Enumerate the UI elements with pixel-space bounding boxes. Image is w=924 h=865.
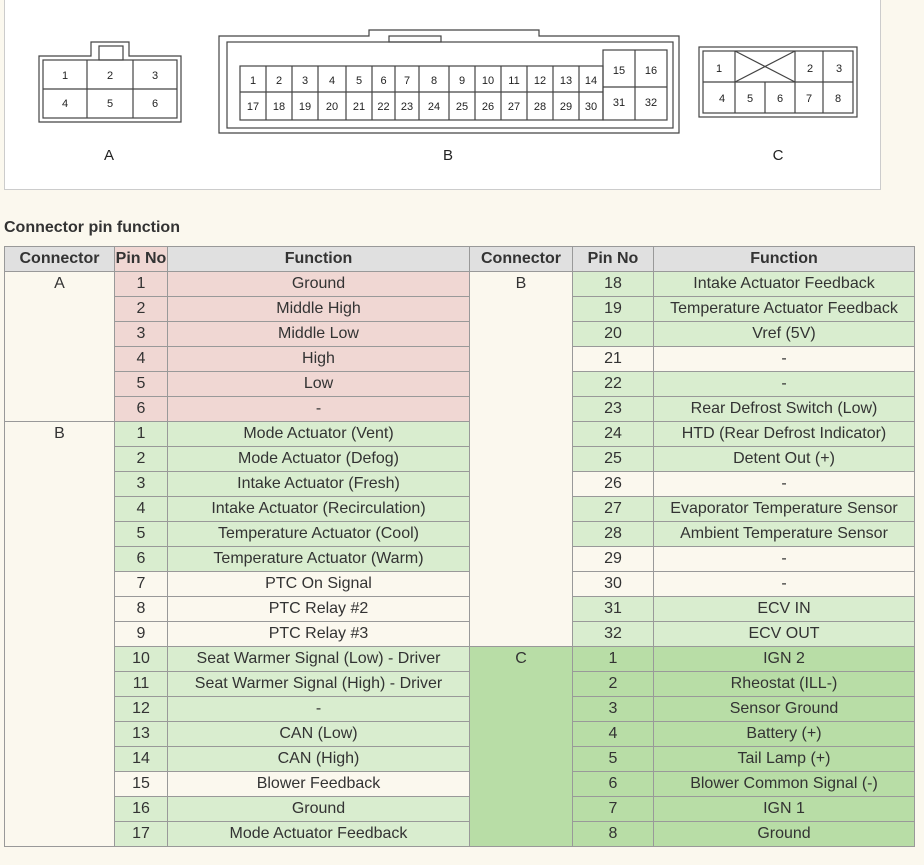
pin-label: 5 — [746, 93, 754, 105]
pin-number-cell: 4 — [573, 722, 654, 747]
function-cell: Evaporator Temperature Sensor — [654, 497, 915, 522]
pin-number-cell: 1 — [573, 647, 654, 672]
function-cell: CAN (Low) — [168, 722, 470, 747]
table-row — [5, 647, 915, 672]
pin-label: 6 — [380, 75, 387, 87]
pin-label: 11 — [508, 75, 520, 87]
pin-number-cell: 6 — [115, 547, 168, 572]
connector-cell: A — [5, 272, 115, 422]
pin-number-cell: 17 — [115, 822, 168, 847]
function-cell: Ground — [654, 822, 915, 847]
header-function-left: Function — [168, 247, 470, 272]
pin-label: 2 — [275, 75, 283, 87]
pin-label: 10 — [481, 75, 495, 87]
table-row — [5, 772, 915, 797]
function-cell: Rheostat (ILL-) — [654, 672, 915, 697]
pin-label: 24 — [427, 101, 441, 113]
table-row — [5, 397, 915, 422]
pin-number-cell: 6 — [115, 397, 168, 422]
function-cell: - — [654, 347, 915, 372]
function-cell: Battery (+) — [654, 722, 915, 747]
pin-label: 30 — [584, 101, 598, 113]
pin-label: 19 — [298, 101, 312, 113]
pin-label: 9 — [458, 75, 466, 87]
pin-number-cell: 4 — [115, 347, 168, 372]
pin-label: 26 — [481, 101, 495, 113]
pin-label: 23 — [400, 101, 414, 113]
table-row — [5, 422, 915, 447]
pin-label: 6 — [776, 93, 784, 105]
table-row — [5, 622, 915, 647]
pin-number-cell: 26 — [573, 472, 654, 497]
function-cell: Mode Actuator (Defog) — [168, 447, 470, 472]
function-cell: ECV IN — [654, 597, 915, 622]
function-cell: - — [654, 547, 915, 572]
pin-number-cell: 15 — [115, 772, 168, 797]
function-cell: Rear Defrost Switch (Low) — [654, 397, 915, 422]
function-cell: Temperature Actuator (Warm) — [168, 547, 470, 572]
table-row — [5, 672, 915, 697]
pin-number-cell: 11 — [115, 672, 168, 697]
pin-number-cell: 16 — [115, 797, 168, 822]
function-cell: Ground — [168, 797, 470, 822]
pin-number-cell: 21 — [573, 347, 654, 372]
header-function-right: Function — [654, 247, 915, 272]
table-row — [5, 797, 915, 822]
pin-number-cell: 4 — [115, 497, 168, 522]
function-cell: Tail Lamp (+) — [654, 747, 915, 772]
function-cell: Intake Actuator Feedback — [654, 272, 915, 297]
pin-label: 16 — [644, 65, 658, 77]
table-row — [5, 722, 915, 747]
table-row — [5, 547, 915, 572]
function-cell: Intake Actuator (Fresh) — [168, 472, 470, 497]
pin-number-cell: 29 — [573, 547, 654, 572]
pin-number-cell: 19 — [573, 297, 654, 322]
pin-number-cell: 7 — [573, 797, 654, 822]
pin-number-cell: 6 — [573, 772, 654, 797]
connector-a-pins — [62, 70, 158, 110]
connector-diagram — [4, 0, 881, 190]
function-cell: HTD (Rear Defrost Indicator) — [654, 422, 915, 447]
table-row — [5, 747, 915, 772]
pin-label: 25 — [455, 101, 469, 113]
function-cell: Blower Common Signal (-) — [654, 772, 915, 797]
pin-number-cell: 8 — [573, 822, 654, 847]
function-cell: PTC On Signal — [168, 572, 470, 597]
function-cell: - — [654, 372, 915, 397]
pin-label: 12 — [533, 75, 547, 87]
pin-number-cell: 5 — [573, 747, 654, 772]
pin-label: 4 — [718, 93, 726, 105]
table-row — [5, 447, 915, 472]
function-cell: Vref (5V) — [654, 322, 915, 347]
pin-grid-frame — [240, 66, 603, 120]
pin-label: 4 — [61, 98, 69, 110]
pin-function-table — [4, 246, 915, 847]
table-row — [5, 697, 915, 722]
pin-number-cell: 2 — [115, 297, 168, 322]
pin-label: 1 — [715, 63, 723, 75]
pin-label: 5 — [106, 98, 114, 110]
pin-number-cell: 18 — [573, 272, 654, 297]
pin-label: 2 — [806, 63, 814, 75]
section-title: Connector pin function — [4, 219, 180, 236]
pin-number-cell: 22 — [573, 372, 654, 397]
pin-number-cell: 24 — [573, 422, 654, 447]
connector-c — [699, 47, 857, 117]
pin-number-cell: 28 — [573, 522, 654, 547]
table-row — [5, 372, 915, 397]
pin-number-cell: 8 — [115, 597, 168, 622]
function-cell: Blower Feedback — [168, 772, 470, 797]
pin-number-cell: 3 — [115, 472, 168, 497]
function-cell: Mode Actuator (Vent) — [168, 422, 470, 447]
pin-label: 32 — [644, 97, 658, 109]
function-cell: IGN 1 — [654, 797, 915, 822]
header-pin-no-right: Pin No — [573, 247, 654, 272]
pin-number-cell: 10 — [115, 647, 168, 672]
connector-b-label: B — [442, 147, 454, 164]
pin-label: 15 — [612, 65, 626, 77]
pin-label: 6 — [151, 98, 159, 110]
pin-number-cell: 1 — [115, 272, 168, 297]
pin-number-cell: 27 — [573, 497, 654, 522]
pin-label: 3 — [151, 70, 159, 82]
pin-label: 22 — [377, 101, 390, 113]
function-cell: Temperature Actuator (Cool) — [168, 522, 470, 547]
function-cell: CAN (High) — [168, 747, 470, 772]
table-header-row — [5, 247, 915, 272]
function-cell: Middle Low — [168, 322, 470, 347]
function-cell: Detent Out (+) — [654, 447, 915, 472]
function-cell: Ground — [168, 272, 470, 297]
pin-number-cell: 3 — [573, 697, 654, 722]
pin-label: 18 — [272, 101, 286, 113]
connector-diagram-svg — [5, 0, 882, 190]
function-cell: Mode Actuator Feedback — [168, 822, 470, 847]
connector-a — [39, 42, 181, 122]
pin-number-cell: 2 — [573, 672, 654, 697]
pin-label: 27 — [507, 101, 521, 113]
pin-label: 3 — [301, 75, 309, 87]
pin-number-cell: 31 — [573, 597, 654, 622]
table-row — [5, 497, 915, 522]
function-cell: - — [654, 572, 915, 597]
pin-label: 1 — [61, 70, 69, 82]
pin-label: 13 — [559, 75, 573, 87]
pin-label: 5 — [355, 75, 363, 87]
pin-number-cell: 14 — [115, 747, 168, 772]
function-cell: - — [168, 697, 470, 722]
pin-number-cell: 13 — [115, 722, 168, 747]
pin-label: 29 — [559, 101, 573, 113]
table-row — [5, 297, 915, 322]
pin-label: 7 — [805, 93, 813, 105]
pin-number-cell: 12 — [115, 697, 168, 722]
table-row — [5, 472, 915, 497]
function-cell: Temperature Actuator Feedback — [654, 297, 915, 322]
pin-label: 8 — [834, 93, 842, 105]
function-cell: IGN 2 — [654, 647, 915, 672]
pin-number-cell: 20 — [573, 322, 654, 347]
pin-number-cell: 5 — [115, 522, 168, 547]
pin-number-cell: 23 — [573, 397, 654, 422]
pin-number-cell: 25 — [573, 447, 654, 472]
table-row — [5, 347, 915, 372]
pin-label: 14 — [584, 75, 598, 87]
connector-cell: C — [470, 647, 573, 847]
pin-number-cell: 9 — [115, 622, 168, 647]
header-connector-right: Connector — [470, 247, 573, 272]
pin-label: 17 — [246, 101, 260, 113]
connector-b — [219, 30, 679, 133]
function-cell: Seat Warmer Signal (Low) - Driver — [168, 647, 470, 672]
pin-label: 1 — [249, 75, 257, 87]
pin-number-cell: 30 — [573, 572, 654, 597]
function-cell: High — [168, 347, 470, 372]
pin-label: 21 — [352, 101, 366, 113]
connector-c-label: C — [772, 147, 784, 164]
pin-number-cell: 3 — [115, 322, 168, 347]
pin-label: 3 — [835, 63, 843, 75]
function-cell: Ambient Temperature Sensor — [654, 522, 915, 547]
pin-label: 20 — [325, 101, 339, 113]
pin-number-cell: 1 — [115, 422, 168, 447]
pin-number-cell: 32 — [573, 622, 654, 647]
pin-label: 7 — [403, 75, 411, 87]
function-cell: Low — [168, 372, 470, 397]
pin-number-cell: 2 — [115, 447, 168, 472]
pin-label: 28 — [533, 101, 547, 113]
function-cell: PTC Relay #2 — [168, 597, 470, 622]
function-cell: Sensor Ground — [654, 697, 915, 722]
function-cell: - — [168, 397, 470, 422]
pin-label: 2 — [106, 70, 114, 82]
function-cell: - — [654, 472, 915, 497]
pin-label: 4 — [328, 75, 336, 87]
pin-label: 31 — [612, 97, 626, 109]
pin-number-cell: 7 — [115, 572, 168, 597]
connector-cell: B — [470, 272, 573, 647]
table-row — [5, 522, 915, 547]
table-row — [5, 822, 915, 847]
header-pin-no-left: Pin No — [115, 247, 168, 272]
connector-a-label: A — [103, 147, 115, 164]
table-row — [5, 572, 915, 597]
table-row — [5, 272, 915, 297]
function-cell: PTC Relay #3 — [168, 622, 470, 647]
pin-label: 8 — [430, 75, 438, 87]
table-row — [5, 597, 915, 622]
function-cell: Intake Actuator (Recirculation) — [168, 497, 470, 522]
connector-cell: B — [5, 422, 115, 847]
connector-b-pins — [247, 65, 657, 113]
header-connector-left: Connector — [5, 247, 115, 272]
function-cell: Seat Warmer Signal (High) - Driver — [168, 672, 470, 697]
table-row — [5, 322, 915, 347]
pin-number-cell: 5 — [115, 372, 168, 397]
function-cell: Middle High — [168, 297, 470, 322]
function-cell: ECV OUT — [654, 622, 915, 647]
